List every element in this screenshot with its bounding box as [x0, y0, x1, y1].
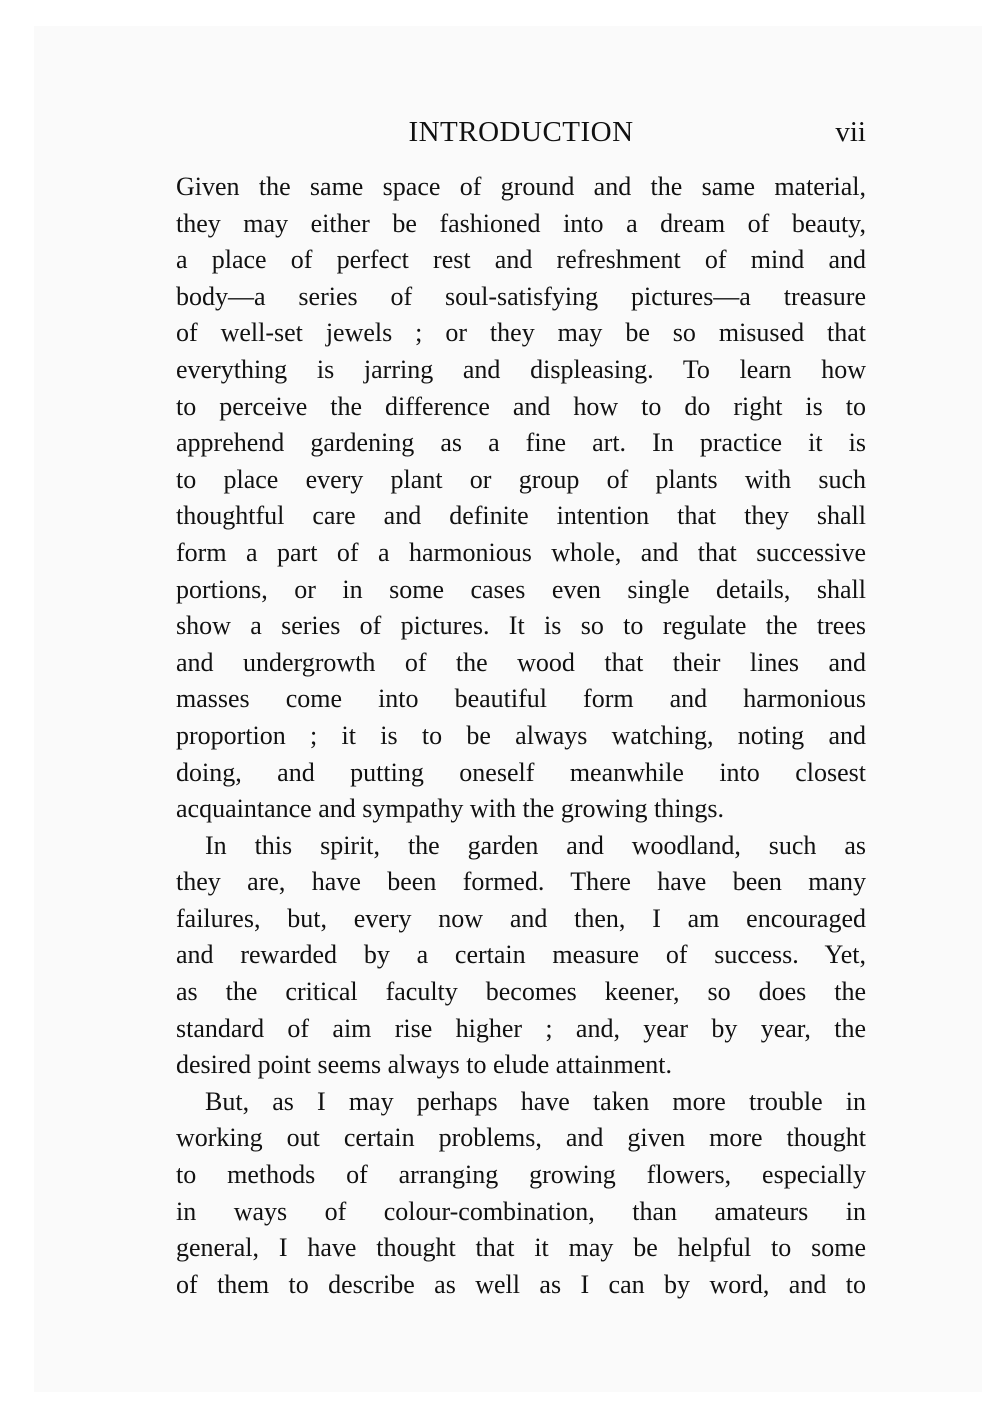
- text-line: thoughtful care and definite intention that they shall: [176, 501, 866, 531]
- text-line: In this spirit, the garden and woodland, such as: [205, 830, 866, 860]
- text-line: failures, but, every now and then, I am encouraged: [176, 903, 866, 933]
- text-line: of them to describe as well as I can by word, and to: [176, 1269, 866, 1299]
- body-text: [176, 169, 866, 1303]
- text-line: show a series of pictures. It is so to regulate the trees: [176, 611, 866, 641]
- text-line: doing, and putting oneself meanwhile into closest: [176, 757, 866, 787]
- text-line: to perceive the difference and how to do right is to: [176, 391, 866, 421]
- text-line: But, as I may perhaps have taken more trouble in: [205, 1086, 866, 1116]
- text-line: acquaintance and sympathy with the growing things.: [176, 794, 725, 824]
- text-line: and rewarded by a certain measure of success. Yet,: [176, 940, 866, 970]
- text-line: and undergrowth of the wood that their lines and: [176, 647, 866, 677]
- chapter-title: INTRODUCTION: [408, 116, 634, 148]
- text-line: desired point seems always to elude attainment.: [176, 1050, 673, 1080]
- text-line: form a part of a harmonious whole, and that successive: [176, 537, 866, 567]
- page-number: vii: [835, 116, 866, 148]
- text-line: standard of aim rise higher ; and, year by year, the: [176, 1013, 866, 1043]
- text-line: they are, have been formed. There have been many: [176, 867, 866, 897]
- text-line: apprehend gardening as a fine art. In practice it is: [176, 428, 866, 458]
- text-line: everything is jarring and displeasing. To learn how: [176, 354, 866, 384]
- text-line: to place every plant or group of plants with such: [176, 464, 866, 494]
- text-line: general, I have thought that it may be helpful to some: [176, 1233, 866, 1263]
- text-line: of well-set jewels ; or they may be so misused that: [176, 318, 866, 348]
- text-line: Given the same space of ground and the same material,: [176, 172, 866, 201]
- text-line: proportion ; it is to be always watching, noting and: [176, 720, 866, 750]
- text-line: to methods of arranging growing flowers, especially: [176, 1160, 866, 1190]
- text-line: as the critical faculty becomes keener, so does the: [176, 977, 866, 1007]
- text-line: a place of perfect rest and refreshment of mind and: [176, 245, 866, 275]
- text-line: portions, or in some cases even single details, shall: [176, 574, 866, 604]
- text-line: working out certain problems, and given more thought: [176, 1123, 866, 1153]
- running-head: [176, 112, 866, 152]
- text-line: masses come into beautiful form and harmonious: [176, 684, 866, 714]
- text-line: in ways of colour-combination, than amateurs in: [176, 1196, 866, 1226]
- text-line: they may either be fashioned into a dream of beauty,: [176, 208, 866, 238]
- text-line: body—a series of soul-satisfying pictures—a treasure: [176, 281, 866, 311]
